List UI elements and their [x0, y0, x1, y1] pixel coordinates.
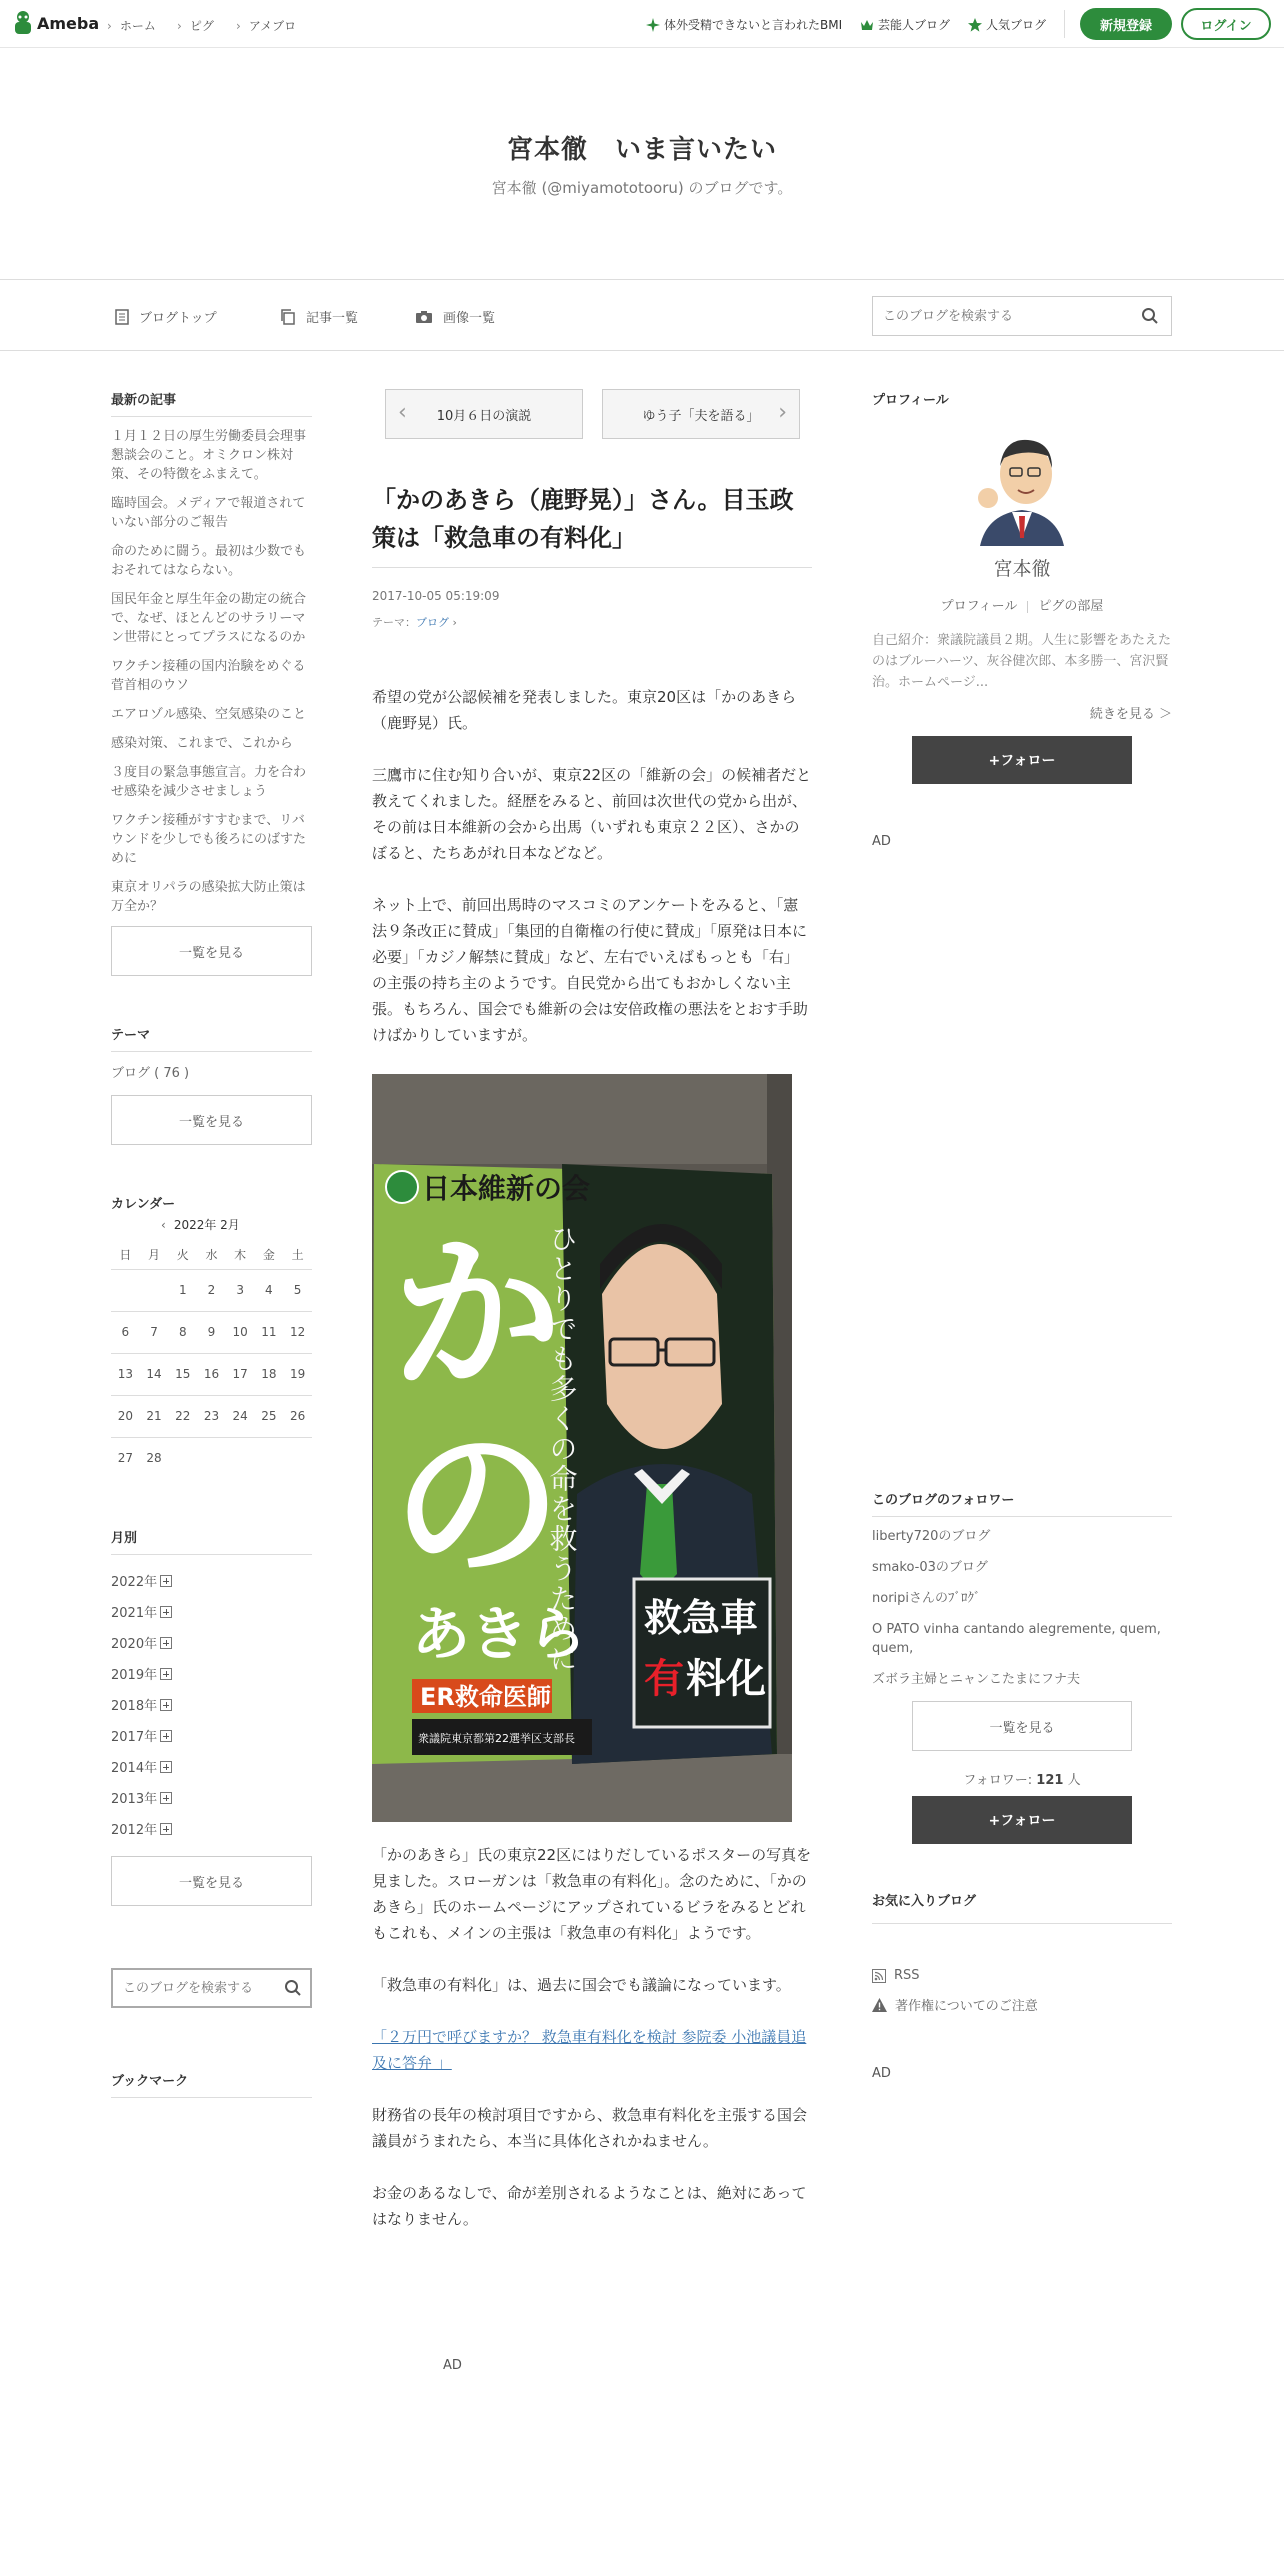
article-paragraph: お金のあるなしで、命が差別されるようなことは、絶対にあってはなりません。 — [372, 2184, 807, 2228]
archive-year[interactable] — [111, 1627, 312, 1658]
blog-title[interactable]: 宮本徹 いま言いたい — [506, 135, 777, 165]
rss-link[interactable] — [872, 1968, 1172, 1983]
calendar-day: 26 — [283, 1395, 312, 1437]
archive-year[interactable] — [111, 1720, 312, 1751]
profile-name[interactable]: 宮本徹 — [993, 558, 1051, 580]
pages-icon — [280, 309, 296, 325]
nav-entry-list-label: 記事一覧 — [306, 311, 359, 326]
profile-links — [872, 595, 1172, 614]
follower-link[interactable]: liberty720のブログ — [872, 1529, 991, 1544]
recent-entry-link[interactable]: 感染対策、これまで、これから — [111, 736, 293, 751]
follower-count-value: 121 — [1036, 1773, 1064, 1788]
divider — [1027, 601, 1028, 613]
archive-year-label: 2012年 — [111, 1823, 158, 1838]
recent-entry-link[interactable]: ワクチン接種の国内治験をめぐる菅首相のウソ — [111, 659, 306, 693]
archive-year-label: 2017年 — [111, 1730, 158, 1745]
poster-big-no: の — [392, 1407, 563, 1605]
calendar-day: 12 — [283, 1311, 312, 1353]
nav-blog-top-label: ブログトップ — [139, 311, 217, 326]
calendar-day — [197, 1437, 226, 1479]
archive-year[interactable] — [111, 1658, 312, 1689]
follower-link[interactable]: O PATO vinha cantando alegremente, quem, quem, — [872, 1622, 1161, 1656]
calendar-day: 21 — [140, 1395, 169, 1437]
follower-count-label: フォロワー: — [963, 1773, 1037, 1788]
calendar-day: 3 — [226, 1269, 255, 1311]
nav-ameblo[interactable]: › アメブロ — [236, 17, 296, 34]
campaign-poster-photo[interactable] — [372, 1074, 792, 1822]
recent-entry-link[interactable]: ３度目の緊急事態宣言。力を合わせ感染を減少させましょう — [111, 765, 307, 799]
archive-year[interactable] — [111, 1782, 312, 1813]
pigg-room-link[interactable]: ピグの部屋 — [1038, 599, 1104, 614]
followers-heading: このブログのフォロワー — [872, 1489, 1172, 1517]
calendar-day — [226, 1437, 255, 1479]
weekday: 土 — [283, 1241, 312, 1269]
profile-more-link[interactable]: 続きを見る ＞ — [1089, 707, 1172, 722]
poster-big-ka: か — [392, 1217, 563, 1415]
calendar-day: 5 — [283, 1269, 312, 1311]
follower-count — [872, 1769, 1172, 1788]
sidebar-search-input[interactable] — [113, 1970, 273, 2006]
article-paragraph: 財務省の長年の検討項目ですから、救急車有料化を主張する国会議員がうまれたら、本当に具体化されかねません。 — [372, 2106, 808, 2150]
calendar-day: 27 — [117, 1451, 133, 1466]
calendar-prev-icon[interactable]: ‹ — [161, 1218, 166, 1232]
article-paragraph: 三鷹市に住む知り合いが、東京22区の「維新の会」の候補者だと教えてくれました。経歴をみると、前回は次世代の党から出が、その前は日本維新の会から出馬（いずれも東京２２区）、さかのぼると、たちあがれ日本などなど。 — [372, 766, 812, 862]
search-icon[interactable] — [284, 1979, 302, 1997]
calendar-day: 24 — [226, 1395, 255, 1437]
calendar-week — [111, 1269, 312, 1311]
calendar-day: 28 — [146, 1451, 162, 1466]
archive-year[interactable] — [111, 1596, 312, 1627]
celebrity-blog-label: 芸能人ブログ — [878, 18, 951, 32]
ameba-logo-icon — [12, 10, 34, 36]
nav-pigg[interactable]: › ピグ — [177, 17, 214, 34]
calendar-day: 8 — [168, 1311, 197, 1353]
calendar-day: 23 — [197, 1395, 226, 1437]
login-button[interactable]: ログイン — [1181, 8, 1271, 40]
poster-er-label: ER救命医師 — [420, 1683, 551, 1711]
top-bar — [0, 0, 1284, 48]
weekday: 日 — [111, 1241, 140, 1269]
calendar-day: 13 — [111, 1353, 140, 1395]
article-theme — [372, 614, 457, 630]
blog-header — [0, 49, 1284, 279]
divider — [372, 567, 812, 568]
follower-link[interactable]: noripiさんのﾌﾞﾛｸﾞ — [872, 1591, 981, 1606]
recent-entries-heading: 最新の記事 — [111, 389, 312, 417]
celebrity-blog-link[interactable] — [860, 16, 950, 33]
profile-intro: 自己紹介：衆議院議員２期。人生に影響をあたえたのはブルーハーツ、灰谷健次郎、本多勝一、宮沢賢治。ホームページ... — [872, 633, 1172, 690]
news-article-link[interactable]: 「２万円で呼びますか？ 救急車有料化を検討 参院委 小池議員追及に答弁 」 — [372, 2028, 807, 2072]
recent-entry-link[interactable]: ワクチン接種がすすむまで、リバウンドを少しでも後ろにのばすために — [111, 813, 307, 866]
follow-button[interactable]: +フォロー — [912, 736, 1132, 784]
nav-blog-top[interactable] — [115, 307, 217, 326]
calendar-week — [111, 1311, 312, 1353]
blog-search-box — [872, 296, 1172, 336]
profile-section — [872, 389, 1172, 784]
calendar-day — [255, 1437, 284, 1479]
recent-entries-section — [111, 389, 312, 976]
follow-button[interactable]: +フォロー — [912, 1796, 1132, 1844]
profile-avatar[interactable] — [962, 426, 1082, 546]
expand-icon[interactable] — [160, 1637, 172, 1649]
star-icon — [968, 18, 982, 32]
theme-value: ブログ — [416, 616, 449, 629]
calendar-table — [111, 1241, 312, 1479]
archive-year-label: 2020年 — [111, 1637, 158, 1652]
archive-year[interactable] — [111, 1751, 312, 1782]
expand-icon[interactable] — [160, 1792, 172, 1804]
divider — [1064, 10, 1065, 38]
monthly-heading: 月別 — [111, 1527, 312, 1555]
archive-year-label: 2014年 — [111, 1761, 158, 1776]
nav-home[interactable]: › ホーム — [107, 17, 156, 34]
blog-search-input[interactable] — [873, 297, 1123, 335]
popular-blog-link[interactable] — [968, 16, 1046, 33]
rss-icon — [872, 1969, 886, 1983]
profile-heading: プロフィール — [872, 393, 949, 408]
archive-year[interactable] — [111, 1813, 312, 1844]
archive-year-label: 2021年 — [111, 1606, 158, 1621]
weekday: 火 — [168, 1241, 197, 1269]
expand-icon[interactable] — [160, 1575, 172, 1587]
calendar-day: 7 — [140, 1311, 169, 1353]
left-sidebar — [111, 389, 312, 2108]
article-paragraph: 「救急車の有料化」は、過去に国会でも議論になっています。 — [372, 1976, 791, 1994]
calendar-day: 2 — [197, 1269, 226, 1311]
article-body — [372, 684, 812, 2258]
calendar-month-label: 2022年 2月 — [173, 1218, 240, 1232]
follower-link[interactable]: ズボラ主婦とニャンこたまにフナ夫 — [872, 1672, 1081, 1687]
recent-entry-link[interactable]: 命のために闘う。最初は少数でもおそれてはならない。 — [111, 544, 307, 578]
calendar-day: 22 — [168, 1395, 197, 1437]
calendar-day: 19 — [283, 1353, 312, 1395]
search-icon[interactable] — [1141, 307, 1159, 325]
theme-link[interactable]: ブログ › — [416, 616, 457, 629]
prev-entry-button[interactable] — [385, 389, 583, 439]
chevron-left-icon: ‹ — [398, 400, 407, 425]
weekday: 月 — [140, 1241, 169, 1269]
poster-vertical-slogan: ひとりでも多くの命を救うために — [545, 1224, 579, 1674]
expand-icon[interactable] — [160, 1823, 172, 1835]
favorite-blogs-heading: お気に入りブログ — [872, 1890, 1172, 1924]
archive-year-label: 2019年 — [111, 1668, 158, 1683]
monthly-archive-section — [111, 1527, 312, 1906]
calendar-weekdays — [111, 1241, 312, 1269]
monthly-more-button[interactable]: 一覧を見る — [111, 1856, 312, 1906]
recent-entry-link[interactable]: 国民年金と厚生年金の勘定の統合で、なぜ、ほとんどのサラリーマン世帯にとってプラスになるのか — [111, 592, 307, 645]
bookmark-heading: ブックマーク — [111, 2070, 312, 2098]
article-date: 2017-10-05 05:19:09 — [372, 589, 500, 603]
follower-link[interactable]: smako-03のブログ — [872, 1560, 988, 1575]
logo-text: Ameba — [37, 13, 100, 33]
blog-description: 宮本徹 (@miyamototooru) のブログです。 — [491, 179, 793, 197]
archive-year[interactable] — [111, 1689, 312, 1720]
calendar-day: 17 — [226, 1353, 255, 1395]
weekday: 木 — [226, 1241, 255, 1269]
archive-year[interactable] — [111, 1565, 312, 1596]
calendar-day: 25 — [255, 1395, 284, 1437]
sparkle-icon — [646, 18, 660, 32]
article-title[interactable]: 「かのあきら（鹿野晃）」さん。目玉政策は「救急車の有料化」 — [372, 486, 794, 552]
expand-icon[interactable] — [160, 1761, 172, 1773]
next-entry-label: ゆう子「夫を語る」 — [642, 408, 760, 424]
rss-label: RSS — [894, 1968, 920, 1983]
recent-entry-link[interactable]: １月１２日の厚生労働委員会理事懇談会のこと。オミクロン株対策、その特徴をふまえて。 — [111, 429, 307, 482]
favorite-blogs-section — [872, 1890, 1172, 1924]
followers-more-button[interactable]: 一覧を見る — [912, 1701, 1132, 1751]
copyright-notice-link[interactable] — [872, 1995, 1172, 2014]
calendar-day: 11 — [255, 1311, 284, 1353]
crown-icon — [860, 19, 874, 31]
ad-label: AD — [872, 834, 891, 849]
calendar-day: 6 — [111, 1311, 140, 1353]
expand-icon[interactable] — [160, 1606, 172, 1618]
ameba-logo[interactable] — [12, 10, 99, 36]
chevron-right-icon: › — [778, 400, 787, 425]
follower-count-unit: 人 — [1063, 1773, 1081, 1788]
poster-candidate-name: あきら — [412, 1600, 587, 1668]
right-sidebar — [872, 389, 1172, 2081]
poster-box-ambulance: 救急車 — [644, 1596, 759, 1640]
nav-image-list-label: 画像一覧 — [443, 311, 496, 326]
article-paragraph: 「かのあきら」氏の東京22区にはりだしているポスターの写真を見ました。スローガンは「救急車の有料化」。念のために、「かのあきら」氏のホームページにアップされているビラをみるとどれもこれも、メインの主張は「救急車の有料化」ようです。 — [372, 1846, 812, 1942]
archive-year-label: 2013年 — [111, 1792, 158, 1807]
recent-entries-more-button[interactable]: 一覧を見る — [111, 926, 312, 976]
nav-entry-list[interactable] — [280, 307, 358, 326]
ad-label: AD — [443, 2358, 462, 2373]
warning-icon — [872, 1998, 887, 2012]
poster-footer: 衆議院東京都第22選挙区支部長 — [418, 1732, 575, 1745]
camera-icon — [415, 310, 433, 324]
expand-icon[interactable] — [160, 1668, 172, 1680]
weekday: 金 — [255, 1241, 284, 1269]
bookmark-section — [111, 2070, 312, 2098]
calendar-day: 9 — [197, 1311, 226, 1353]
calendar-section — [111, 1193, 312, 1479]
calendar-day — [168, 1437, 197, 1479]
article-paragraph: 希望の党が公認候補を発表しました。東京20区は「かのあきら（鹿野晃）氏。 — [372, 688, 797, 732]
calendar-day: 15 — [168, 1353, 197, 1395]
archive-year-label: 2022年 — [111, 1575, 158, 1590]
poster-box-charge: 料化 — [686, 1656, 766, 1702]
trend-link-bmi[interactable] — [646, 16, 842, 33]
calendar-day: 1 — [168, 1269, 197, 1311]
followers-section — [872, 1489, 1172, 1844]
party-name: 日本維新の会 — [422, 1172, 591, 1205]
calendar-day: 20 — [111, 1395, 140, 1437]
calendar-heading: カレンダー — [111, 1197, 176, 1212]
theme-section — [111, 1024, 312, 1145]
blog-nav — [0, 279, 1284, 351]
popular-blog-label: 人気ブログ — [986, 18, 1047, 32]
calendar-week — [111, 1437, 312, 1479]
archive-year-label: 2018年 — [111, 1699, 158, 1714]
calendar-week — [111, 1395, 312, 1437]
calendar-day: 4 — [255, 1269, 284, 1311]
calendar-day — [111, 1269, 140, 1311]
weekday: 水 — [197, 1241, 226, 1269]
prev-entry-label: 10月６日の演説 — [436, 408, 532, 424]
recent-entry-link[interactable]: エアロゾル感染、空気感染のこと — [111, 707, 307, 722]
calendar-day: 18 — [255, 1353, 284, 1395]
calendar-day — [283, 1437, 312, 1479]
theme-heading: テーマ — [111, 1024, 312, 1052]
theme-label: テーマ： — [372, 616, 416, 629]
sidebar-search-box — [111, 1968, 312, 2008]
ad-label: AD — [872, 2066, 891, 2081]
profile-link[interactable]: プロフィール — [940, 599, 1018, 614]
calendar-day — [140, 1269, 169, 1311]
next-entry-button[interactable] — [602, 389, 800, 439]
theme-blog-link[interactable]: ブログ ( 76 ) — [111, 1066, 190, 1081]
calendar-day: 14 — [140, 1353, 169, 1395]
register-button[interactable]: 新規登録 — [1080, 8, 1172, 40]
calendar-month — [161, 1216, 312, 1233]
copyright-notice-label: 著作権についてのご注意 — [895, 1999, 1038, 2014]
expand-icon[interactable] — [160, 1730, 172, 1742]
poster-box-paid: 有 — [644, 1656, 684, 1702]
document-icon — [115, 309, 129, 325]
nav-image-list[interactable] — [415, 307, 495, 326]
recent-entry-link[interactable]: 東京オリパラの感染拡大防止策は万全か？ — [111, 880, 306, 914]
article-paragraph: ネット上で、前回出馬時のマスコミのアンケートをみると、「憲法９条改正に賛成」「集団的自衛権の行使に賛成」「原発は日本に必要」「カジノ解禁に賛成」など、左右でいえばもっとも「右」の主張の持ち主のようです。自民党から出てもおかしくない主張。もちろん、国会でも維新の会は安倍政権の悪法をとおす手助けばかりしていますが。 — [372, 896, 808, 1044]
calendar-week — [111, 1353, 312, 1395]
recent-entry-link[interactable]: 臨時国会。メディアで報道されていない部分のご報告 — [111, 496, 306, 530]
expand-icon[interactable] — [160, 1699, 172, 1711]
theme-more-button[interactable]: 一覧を見る — [111, 1095, 312, 1145]
trend-link-label: 体外受精できないと言われたBMI — [664, 18, 843, 32]
calendar-day: 16 — [197, 1353, 226, 1395]
calendar-day: 10 — [226, 1311, 255, 1353]
